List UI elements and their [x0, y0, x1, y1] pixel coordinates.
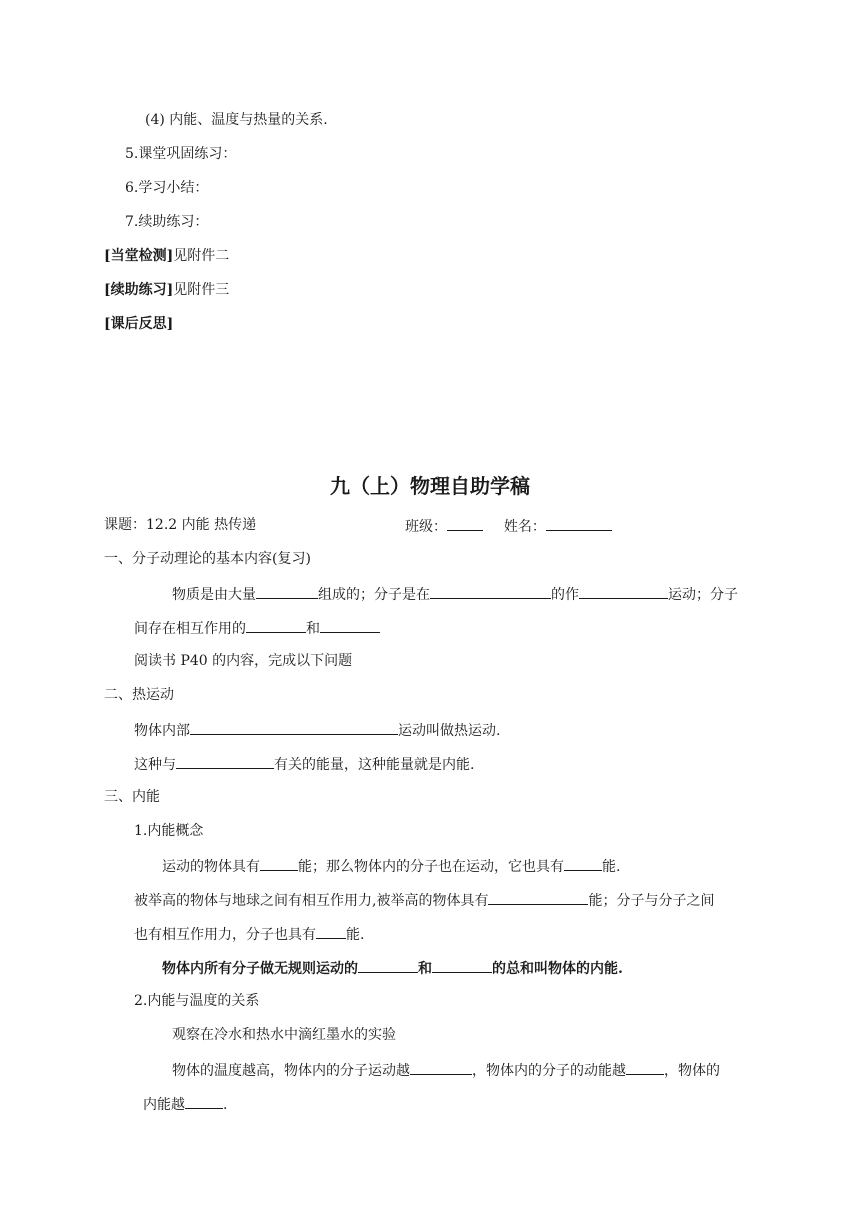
class-label: 班级：	[405, 519, 447, 535]
section-1-heading: 一、分子动理论的基本内容(复习)	[104, 551, 311, 567]
item-4: (4) 内能、温度与热量的关系.	[145, 112, 328, 128]
fill-blank[interactable]	[358, 957, 418, 973]
fill-blank[interactable]	[256, 583, 318, 599]
sec3-line-3: 也有相互作用力，分子也具有 能.	[134, 923, 364, 945]
fill-blank[interactable]	[185, 1093, 223, 1109]
read-instruction: 阅读书 P40 的内容，完成以下问题	[134, 653, 353, 669]
item-6: 6.学习小结：	[125, 180, 209, 196]
detect-label: 当堂检测	[110, 248, 167, 264]
sec3-line-1: 运动的物体具有 能；那么物体内的分子也在运动，它也具有 能.	[162, 855, 620, 877]
detect-text: 见附件二	[173, 248, 230, 264]
item-5: 5.课堂巩固练习：	[125, 146, 237, 162]
definition-line: 物体内所有分子做无规则运动的 和 的总和叫物体的内能.	[162, 957, 623, 979]
class-blank[interactable]	[447, 515, 483, 531]
fill-blank[interactable]	[410, 1059, 472, 1075]
sec2-line-2: 这种与 有关的能量，这种能量就是内能.	[134, 753, 474, 775]
fill-blank[interactable]	[316, 923, 346, 939]
section-2-heading: 二、热运动	[104, 687, 174, 703]
fill-blank[interactable]	[488, 889, 588, 905]
fill-blank[interactable]	[176, 753, 274, 769]
sec1-line-2: 间存在相互作用的 和	[134, 617, 380, 639]
extra-text: 见附件三	[173, 282, 230, 298]
fill-blank[interactable]	[564, 855, 602, 871]
name-blank[interactable]	[546, 515, 612, 531]
sub-heading-1: 1.内能概念	[134, 823, 204, 839]
sec2-line-1: 物体内部 运动叫做热运动.	[134, 719, 500, 741]
fill-blank[interactable]	[320, 617, 380, 633]
extra-line: [续助练习]见附件三	[104, 282, 230, 298]
sub-heading-2: 2.内能与温度的关系	[134, 993, 260, 1009]
detect-line: [当堂检测]见附件二	[104, 248, 230, 264]
fill-blank[interactable]	[190, 719, 398, 735]
sec3-line-4: 物体的温度越高，物体内的分子运动越 ，物体内的分子的动能越 ，物体的	[172, 1059, 720, 1081]
section-3-heading: 三、内能	[104, 789, 160, 805]
observe-line: 观察在冷水和热水中滴红墨水的实验	[172, 1027, 396, 1043]
class-field	[405, 515, 612, 537]
item-7: 7.续助练习：	[125, 214, 209, 230]
topic-line: 课题：12.2 内能 热传递	[104, 517, 257, 533]
fill-blank[interactable]	[626, 1059, 664, 1075]
fill-blank[interactable]	[432, 957, 492, 973]
extra-label: 续助练习	[110, 282, 167, 298]
reflect-line: [课后反思]	[104, 316, 174, 332]
fill-blank[interactable]	[430, 583, 551, 599]
reflect-label: 课后反思	[110, 316, 167, 332]
sec3-line-2: 被举高的物体与地球之间有相互作用力,被举高的物体具有 能；分子与分子之间	[134, 889, 714, 911]
page-title: 九（上）物理自助学稿	[330, 474, 530, 498]
name-label: 姓名：	[503, 519, 546, 535]
sec1-line-1: 物质是由大量 组成的；分子是在 的作 运动；分子	[172, 583, 738, 605]
fill-blank[interactable]	[246, 617, 306, 633]
fill-blank[interactable]	[579, 583, 668, 599]
sec3-line-5: 内能越 .	[143, 1093, 227, 1115]
fill-blank[interactable]	[260, 855, 298, 871]
